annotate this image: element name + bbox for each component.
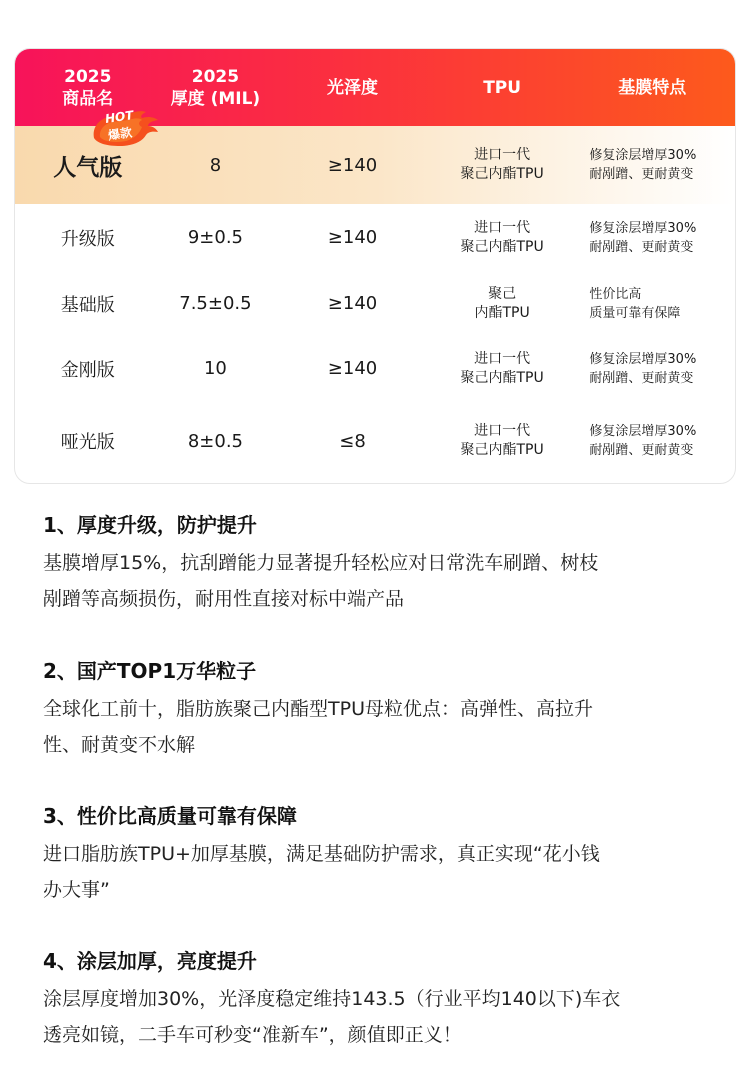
header-film-features [569,49,735,126]
thickness-value: 7.5±0.5 [179,293,252,314]
header-line: 基膜特点 [618,77,687,98]
body-line: 涂层厚度增加30%，光泽度稳定维持143.5（行业平均140以下)车衣 [43,988,621,1010]
feature-line: 性价比高 [589,286,642,302]
header-line: 厚度 (MIL) [170,88,261,109]
feature-section [43,801,713,908]
header-gloss [270,49,435,126]
gloss-value: ≥140 [327,154,378,176]
thickness-value: 8±0.5 [187,430,243,452]
gloss-value: ≥140 [327,227,378,248]
table-row [15,271,735,336]
feature-line: 耐剐蹭、更耐黄变 [589,443,694,458]
product-name: 基础版 [60,294,115,316]
feature-section [43,946,713,1053]
tpu-value [435,350,570,388]
gloss-value: ≤8 [339,430,366,452]
feature-line: 修复涂层增厚30% [589,220,697,236]
body-line: 剐蹭等高频损伤，耐用性直接对标中端产品 [43,588,405,610]
feature-section [43,656,713,763]
thickness-value: 8 [209,154,222,176]
header-line: 2025 [191,66,240,87]
feature-value [569,350,735,388]
body-line: 透亮如镜，二手车可秒变“准新车”，颜值即正义！ [43,1024,462,1046]
tpu-line: 进口一代 [474,147,531,163]
header-line: 商品名 [62,88,114,109]
tpu-line: 内酯TPU [474,304,530,321]
feature-line: 耐剐蹭、更耐黄变 [589,239,694,255]
section-title: 1、厚度升级，防护提升 [43,513,257,537]
header-tpu [435,49,570,126]
hot-badge [88,108,164,148]
feature-line: 修复涂层增厚30% [589,148,697,163]
feature-value [569,219,735,257]
tpu-line: 聚己内酯TPU [460,369,544,386]
thickness-value: 9±0.5 [187,227,243,248]
section-body [43,981,713,1053]
section-title: 4、涂层加厚，亮度提升 [43,949,257,973]
tpu-line: 聚己内酯TPU [460,442,544,458]
hot-badge-line2: 爆款 [107,125,133,143]
feature-line: 修复涂层增厚30% [589,424,697,439]
tpu-value [435,422,570,460]
section-title: 3、性价比高质量可靠有保障 [43,804,297,828]
feature-line: 质量可靠有保障 [589,305,681,321]
tpu-line: 进口一代 [474,350,531,367]
header-thickness [161,49,271,126]
tpu-line: 聚己内酯TPU [460,238,544,255]
tpu-line: 聚己内酯TPU [460,166,544,182]
header-line: TPU [483,77,522,98]
section-body [43,691,713,763]
tpu-line: 聚己 [488,285,517,302]
tpu-value [435,219,570,257]
body-line: 性、耐黄变不水解 [43,734,196,756]
body-line: 全球化工前十，脂肪族聚己内酯型TPU母粒优点：高弹性、高拉升 [43,698,593,720]
header-line: 光泽度 [327,77,379,98]
tpu-line: 进口一代 [474,423,531,439]
body-line: 基膜增厚15%，抗刮蹭能力显著提升轻松应对日常洗车刷蹭、树枝 [43,552,599,574]
table-row [15,204,735,271]
section-title: 2、国产TOP1万华粒子 [43,659,257,683]
gloss-value: ≥140 [327,358,378,379]
table-row [15,401,735,481]
table-row [15,336,735,401]
feature-line: 耐剐蹭、更耐黄变 [589,167,694,182]
tpu-value [435,146,570,184]
feature-value [569,285,735,323]
product-name: 金刚版 [60,359,115,381]
header-line: 2025 [64,66,112,87]
body-line: 办大事” [43,879,110,901]
feature-value [569,146,735,184]
hot-badge-line1: HOT [104,108,135,126]
feature-line: 耐剐蹭、更耐黄变 [589,370,694,386]
thickness-value: 10 [203,358,227,379]
feature-section [43,510,713,617]
body-line: 进口脂肪族TPU+加厚基膜，满足基础防护需求，真正实现“花小钱 [43,843,600,865]
tpu-line: 进口一代 [474,219,531,236]
tpu-value [435,285,570,323]
gloss-value: ≥140 [327,293,378,314]
section-body [43,545,713,617]
section-body [43,836,713,908]
feature-value [569,422,735,460]
product-name: 人气版 [53,154,123,181]
product-name: 哑光版 [60,432,115,453]
product-name: 升级版 [60,228,115,250]
feature-line: 修复涂层增厚30% [589,351,697,367]
